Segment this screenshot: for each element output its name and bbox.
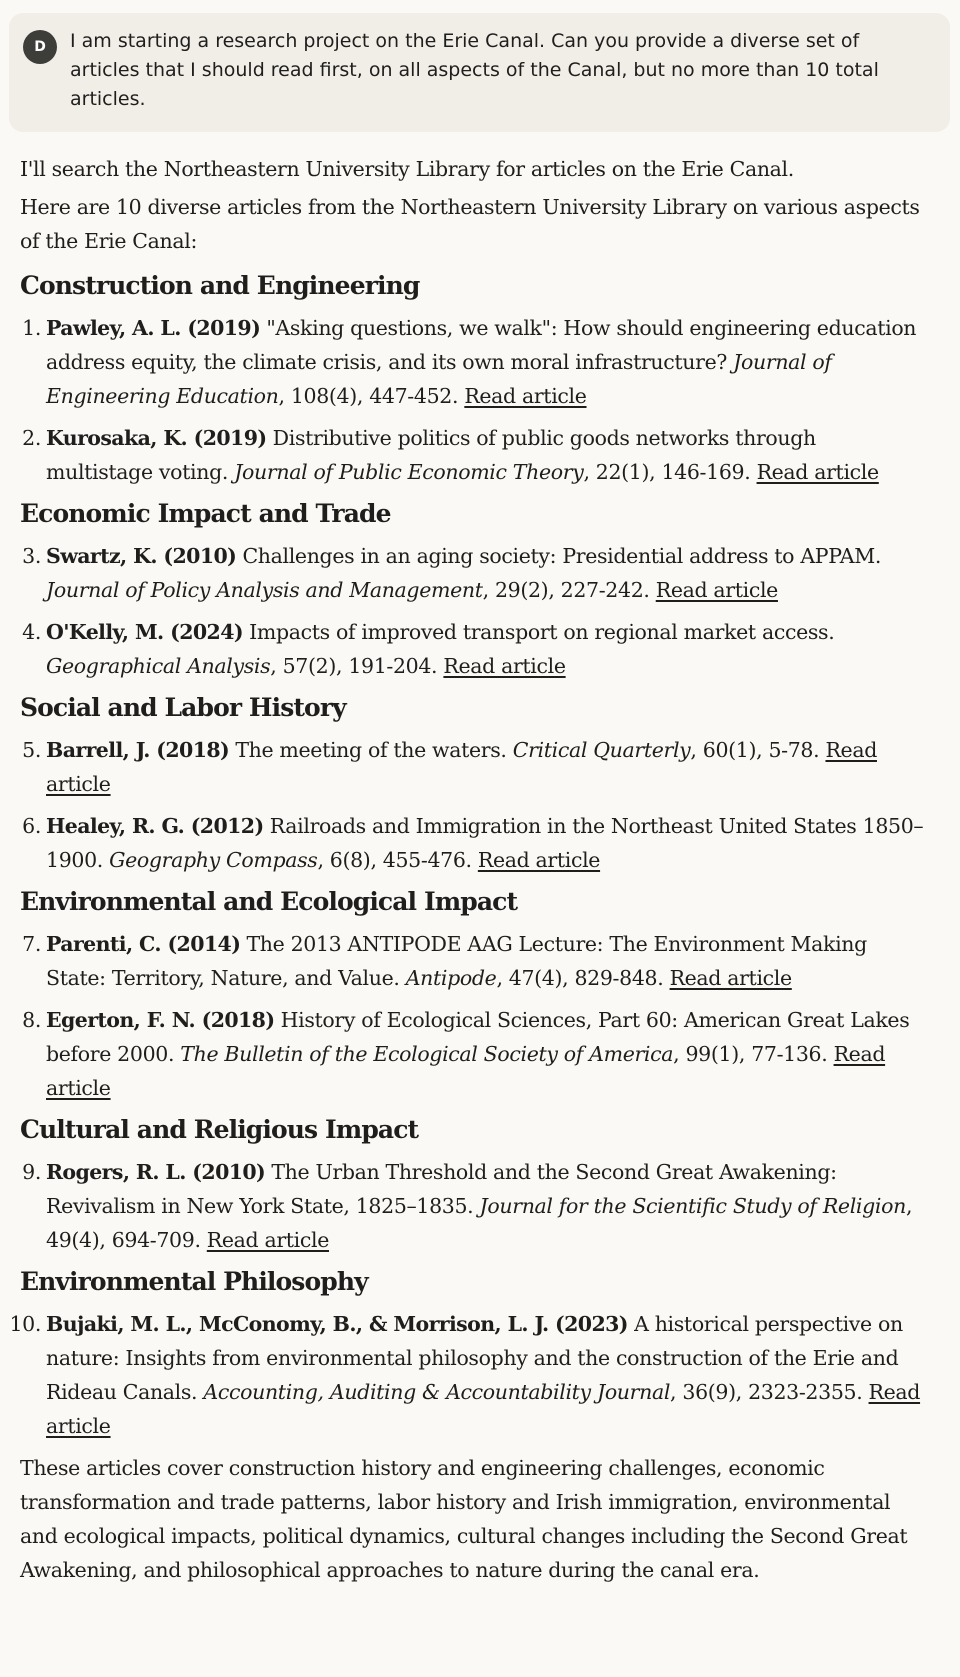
section-heading: Environmental Philosophy — [20, 1267, 368, 1296]
article-list-item — [20, 311, 925, 413]
article-journal: Geography Compass — [109, 848, 318, 872]
article-list-item — [9, 1307, 925, 1443]
article-author-year: Rogers, R. L. (2010) — [46, 1160, 266, 1184]
article-list-item — [20, 733, 925, 801]
list-number: 2. — [22, 426, 41, 450]
article-details: , 60(1), 5-78. — [690, 738, 820, 762]
assistant-response — [9, 152, 925, 1587]
article-list-item — [20, 1003, 925, 1105]
response-closing: These articles cover construction history and engineering challenges, economic transformation and trade patterns, labor history and Irish immigration, environmental and ecological impacts, political dynamics, cultural changes including the Second Great Awakening, and philosophical approaches to nature during the canal era. — [20, 1456, 908, 1582]
read-article-link[interactable]: Read article — [464, 384, 587, 408]
section-heading: Cultural and Religious Impact — [20, 1115, 419, 1144]
article-journal: Antipode — [405, 966, 497, 990]
article-list-item — [20, 421, 925, 489]
response-intro-1: I'll search the Northeastern University Library for articles on the Erie Canal. — [20, 157, 794, 181]
list-number: 6. — [22, 814, 41, 838]
section-heading: Environmental and Ecological Impact — [20, 887, 518, 916]
article-list-item — [20, 809, 925, 877]
article-details: , 57(2), 191-204. — [270, 654, 438, 678]
article-details: , 99(1), 77-136. — [673, 1042, 828, 1066]
read-article-link[interactable]: Read article — [669, 966, 792, 990]
article-author-year: O'Kelly, M. (2024) — [46, 620, 243, 644]
article-title: Distributive politics of public goods networks through multistage voting. — [46, 426, 816, 484]
article-details: , 47(4), 829-848. — [496, 966, 664, 990]
article-title: "Asking questions, we walk": How should engineering education address equity, the climate crisis, and its own moral infrastructure? — [46, 316, 917, 374]
user-avatar: D — [23, 30, 57, 64]
read-article-link[interactable]: Read article — [46, 1042, 886, 1100]
user-message — [9, 13, 950, 132]
article-journal: Geographical Analysis — [46, 654, 271, 678]
article-sections — [9, 269, 925, 1443]
user-message-text: I am starting a research project on the Erie Canal. Can you provide a diverse set of articles that I should read first, on all aspects of the Canal, but no more than 10 total articles. — [70, 30, 879, 110]
article-journal: Journal of Engineering Education — [46, 350, 832, 408]
article-title: The 2013 ANTIPODE AAG Lecture: The Environment Making State: Territory, Nature, and Value. — [46, 932, 867, 990]
read-article-link[interactable]: Read article — [46, 738, 877, 796]
article-details: , 6(8), 455-476. — [317, 848, 472, 872]
list-number: 10. — [9, 1312, 41, 1336]
article-journal: Journal of Policy Analysis and Management — [46, 578, 483, 602]
article-list-item — [20, 539, 925, 607]
article-title: The meeting of the waters. — [235, 738, 507, 762]
article-journal: Critical Quarterly — [512, 738, 691, 762]
article-author-year: Egerton, F. N. (2018) — [46, 1008, 275, 1032]
article-title: A historical perspective on nature: Insights from environmental philosophy and the construction of the Erie and Rideau Canals. — [46, 1312, 903, 1404]
article-author-year: Kurosaka, K. (2019) — [46, 426, 267, 450]
article-author-year: Barrell, J. (2018) — [46, 738, 230, 762]
article-details: , 108(4), 447-452. — [278, 384, 459, 408]
article-journal: Accounting, Auditing & Accountability Journal — [203, 1380, 671, 1404]
read-article-link[interactable]: Read article — [206, 1228, 329, 1252]
list-number: 9. — [22, 1160, 41, 1184]
list-number: 1. — [22, 316, 41, 340]
article-author-year: Bujaki, M. L., McConomy, B., & Morrison, L. J. (2023) — [46, 1312, 628, 1336]
article-details: , 22(1), 146-169. — [583, 460, 751, 484]
response-intro-2: Here are 10 diverse articles from the Northeastern University Library on various aspects of the Erie Canal: — [20, 195, 920, 253]
section-heading: Social and Labor History — [20, 693, 346, 722]
article-details: , 36(9), 2323-2355. — [670, 1380, 863, 1404]
read-article-link[interactable]: Read article — [46, 1380, 921, 1438]
read-article-link[interactable]: Read article — [655, 578, 778, 602]
article-details: , 29(2), 227-242. — [482, 578, 650, 602]
article-journal: Journal for the Scientific Study of Religion — [479, 1194, 906, 1218]
article-list-item — [20, 615, 925, 683]
article-list-item — [20, 1155, 925, 1257]
article-author-year: Swartz, K. (2010) — [46, 544, 237, 568]
list-number: 4. — [22, 620, 41, 644]
article-author-year: Healey, R. G. (2012) — [46, 814, 264, 838]
article-list-item — [20, 927, 925, 995]
read-article-link[interactable]: Read article — [756, 460, 879, 484]
article-details: , 49(4), 694-709. — [46, 1194, 913, 1252]
article-author-year: Pawley, A. L. (2019) — [46, 316, 261, 340]
article-title: Challenges in an aging society: Presidential address to APPAM. — [242, 544, 882, 568]
article-journal: Journal of Public Economic Theory — [234, 460, 584, 484]
article-title: Impacts of improved transport on regional market access. — [249, 620, 835, 644]
list-number: 5. — [22, 738, 41, 762]
article-title: Railroads and Immigration in the Northeast United States 1850–1900. — [46, 814, 924, 872]
section-heading: Economic Impact and Trade — [20, 499, 391, 528]
section-heading: Construction and Engineering — [20, 271, 420, 300]
read-article-link[interactable]: Read article — [443, 654, 566, 678]
article-title: The Urban Threshold and the Second Great Awakening: Revivalism in New York State, 1825–1835. — [46, 1160, 837, 1218]
article-journal: The Bulletin of the Ecological Society of America — [180, 1042, 674, 1066]
list-number: 7. — [22, 932, 41, 956]
read-article-link[interactable]: Read article — [477, 848, 601, 872]
list-number: 8. — [22, 1008, 41, 1032]
article-author-year: Parenti, C. (2014) — [46, 932, 241, 956]
list-number: 3. — [22, 544, 41, 568]
article-title: History of Ecological Sciences, Part 60: American Great Lakes before 2000. — [46, 1008, 910, 1066]
